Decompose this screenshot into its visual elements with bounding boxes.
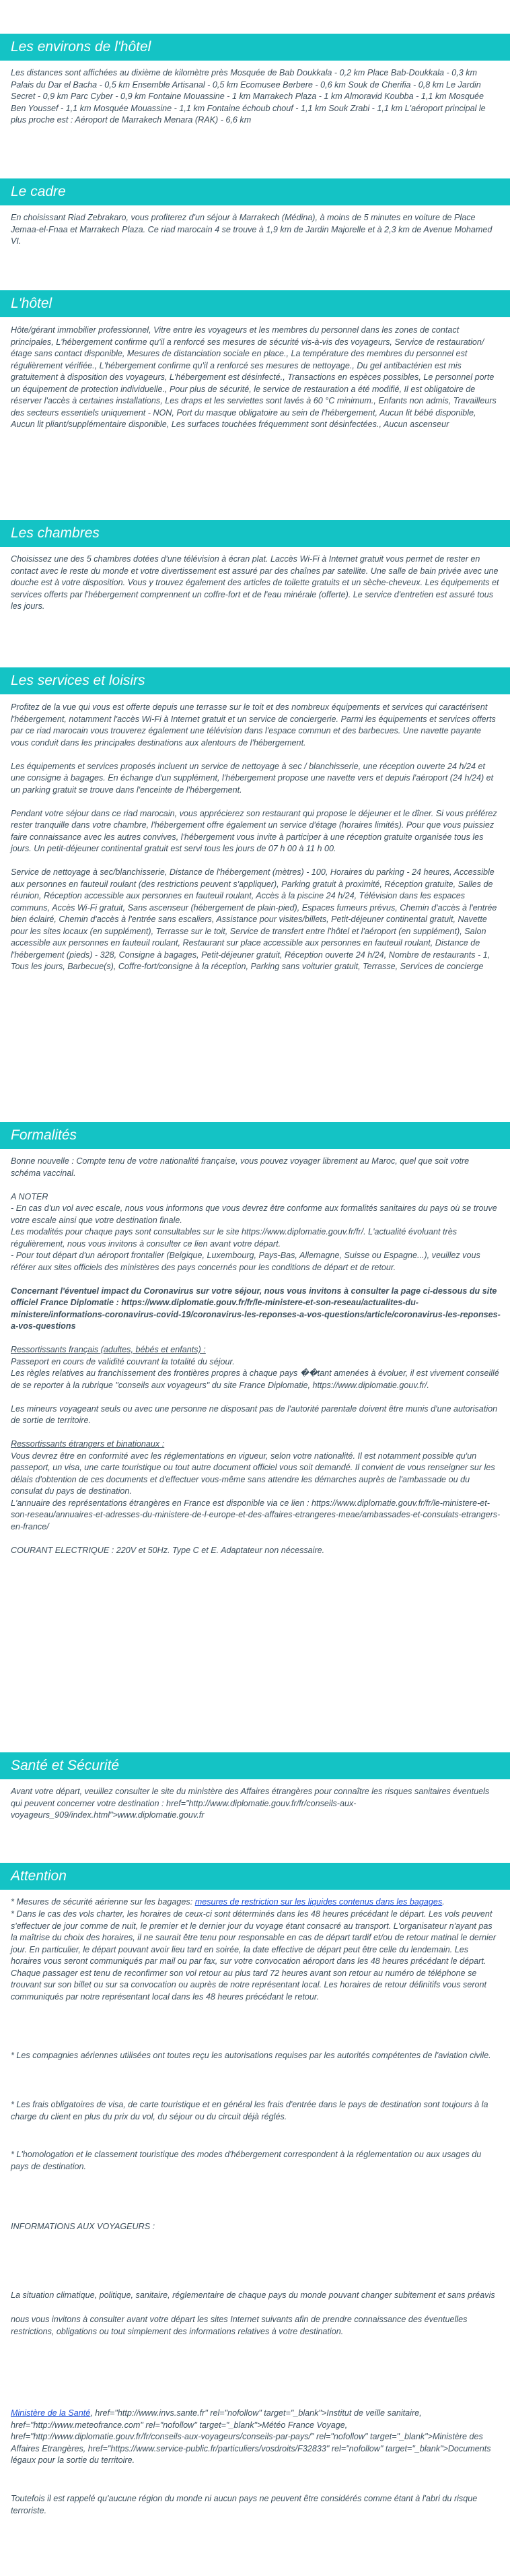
services-p1: Profitez de la vue qui vous est offerte depuis une terrasse sur le toit et des nombreux équipements et services qui caractérisent l'hébergement, notamment l'accès Wi-Fi à Internet gratuit et un service de conciergerie. Parmi les équipements et services offerts par ce riad marocain vous trouverez également une télévision dans l'espace commun et des barbecues. Une navette payante vous conduit dans les principales destinations aux alentours de l'hébergement. [11,702,496,748]
section-title-chambres: Les chambres [0,520,510,547]
formalites-etr2: L'annuaire des représentations étrangères en France est disponible via ce lien : https://www.diplomatie.gouv.fr/fr/le-ministere-et-son-reseau/annuaires-et-adresses-du-ministere-de-l-europe-et-des-affaires-etrangeres-meae/ambassades-et-consulats-etrangers-en-france/ [11,1498,501,1531]
formalites-minors: Les mineurs voyageant seuls ou avec une personne ne disposant pas de l'autorité parentale doivent être munis d'une autorisation de sortie de territoire. [11,1403,498,1425]
formalites-fr1: Passeport en cours de validité couvrant la totalité du séjour. [11,1356,235,1366]
cadre-text: En choisissant Riad Zebrakaro, vous profiterez d'un séjour à Marrakech (Médina), à moins de 5 minutes en voiture de Place Jemaa-el-Fnaa et Marrakech Plaza. Ce riad marocain 4 se trouve à 1,9 km de Jardin Majorelle et à 2,3 km de Avenue Mohamed VI. [11,213,493,246]
environs-block [11,67,501,127]
section-title-hotel: L'hôtel [0,290,510,317]
services-p4: Service de nettoyage à sec/blanchisserie, Distance de l'hébergement (mètres) - 100, Horaires du parking - 24 heures, Accessible aux personnes en fauteuil roulant (des restrictions peuvent s'appliquer), Parking gratuit à proximité, Réception gratuite, Salles de réunion, Réception accessible aux personnes en fauteuil roulant, Accès à la piscine 24 h/24, Télévision dans les espaces communs, Accès Wi-Fi gratuit, Sans ascenseur (hébergement de plain-pied), Espaces fumeurs prévus, Chemin d'accès à l'entrée bien éclairé, Chemin d'accès à l'entrée sans escaliers, Assistance pour visites/billets, Petit-déjeuner continental gratuit, Navette pour les sites locaux (en supplément), Terrasse sur le toit, Service de transfert entre l'hôtel et l'aéroport (en supplément), Salon accessible aux personnes en fauteuil roulant, Restaurant sur place accessible aux personnes en fauteuil roulant, Distance de l'hébergement (pieds) - 328, Consigne à bagages, Petit-déjeuner gratuit, Réception ouverte 24 h/24, Nombre de restaurants - 1, Tous les jours, Barbecue(s), Coffre-fort/consigne à la réception, Parking sans voiturier gratuit, Terrasse, Services de concierge [11,867,497,971]
attention-links-post: , href="http://www.invs.sante.fr" rel="nofollow" target="_blank">Institut de veille sanitaire, href="http://www.meteofrance.com" rel="nofollow" target="_blank">Météo France Voyage, href="http://www.diplomatie.gouv.fr/fr/conseils-aux-voyageurs/conseils-par-pays/" rel="nofollow" target="_blank">Ministère des Affaires Etrangères, href="https://www.service-public.fr/particuliers/vosdroits/F32833" rel="nofollow" target="_blank">Documents légaux pour la sortie du territoire. [11,2408,491,2465]
formalites-note2: Les modalités pour chaque pays sont consultables sur le site https://www.diplomatie.gouv.fr/fr/. L'actualité évoluant très régulièrement, nous vous invitons à consulter ce lien avant votre départ. [11,1227,457,1249]
attention-a3: * Les compagnies aériennes utilisées ont toutes reçu les autorisations requises par les autorités compétentes de l'aviation civile. [11,2051,491,2060]
hotel-block [11,325,501,431]
formalites-etr1: Vous devrez être en conformité avec les réglementations en vigueur, selon votre nationalité. Il est notamment possible qu'un passeport, un visa, une carte touristique ou tout autre document officiel vous soit demandé. Il convient de vous renseigner sur les délais d'obtention de ces documents et d'effectuer vous-même sans attendre les démarches auprès de l'ambassade ou du consulat du pays de destination. [11,1451,495,1496]
attention-a4: * Les frais obligatoires de visa, de carte touristique et en général les frais d'entrée dans le pays de destination sont toujours à la charge du client en plus du prix du vol, du séjour ou du circuit déjà réglés. [11,2100,488,2121]
attention-a5: * L'homologation et le classement touristique des modes d'hébergement correspondent à la réglementation ou aux usages du pays de destination. [11,2150,482,2171]
attention-links [11,2408,501,2467]
attention-a1 [11,1896,501,1909]
formalites-courant: COURANT ELECTRIQUE : 220V et 50Hz. Type C et E. Adaptateur non nécessaire. [11,1545,325,1555]
attention-final: Toutefois il est rappelé qu'aucune région du monde ni aucun pays ne peuvent être considérés comme étant à l'abri du risque terroriste. [11,2494,478,2515]
hotel-text: Hôte/gérant immobilier professionnel, Vitre entre les voyageurs et les membres du personnel dans les zones de contact principales, L'hébergement confirme qu'il a renforcé ses mesures de sécurité vis-à-vis des voyageurs, Service de restauration/étage sans contact disponible, Mesures de distanciation sociale en place., La température des membres du personnel est régulièrement vérifiée., L'hébergement confirme qu'il a renforcé ses mesures de nettoyage., Du gel antibactérien est mis gratuitement à disposition des voyageurs, L'hébergement est désinfecté., Transactions en espèces possibles, Le personnel porte un équipement de protection individuelle., Pour plus de sécurité, le service de restauration a été modifié, Il est obligatoire de réserver l'accès à certaines installations, Les draps et les serviettes sont lavés à 60 °C minimum., Enfants non admis, Travailleurs des secteurs essentiels uniquement - NON, Port du masque obligatoire au sein de l'hébergement, Aucun lit bébé disponible, Aucun lit pliant/supplémentaire disponible, Les surfaces touchées fréquemment sont désinfectées., Aucun ascenseur [11,325,497,429]
ministere-sante-link[interactable]: Ministère de la Santé [11,2408,91,2418]
attention-a1-pre: * Mesures de sécurité aérienne sur les bagages: [11,1897,195,1907]
formalites-note1: - En cas d'un vol avec escale, nous vous informons que vous devrez être conforme aux formalités sanitaires du pays où se trouve votre escale ainsi que votre destination finale. [11,1203,497,1225]
section-title-services: Les services et loisirs [0,667,510,694]
section-title-formalites: Formalités [0,1122,510,1149]
formalites-intro: Bonne nouvelle : Compte tenu de votre nationalité française, vous pouvez voyager librement au Maroc, quel que soit votre schéma vaccinal. [11,1156,470,1178]
formalites-fr-heading: Ressortissants français (adultes, bébés et enfants) : [11,1345,206,1354]
section-title-sante: Santé et Sécurité [0,1752,510,1779]
chambres-block [11,554,501,613]
formalites-covid: Concernant l'éventuel impact du Coronavirus sur votre séjour, nous vous invitons à consulter la page ci-dessous du site officiel France Diplomatie : https://www.diplomatie.gouv.fr/fr/le-ministere-et-son-reseau/actualites-du-ministere/informations-coronavirus-covid-19/coronavirus-les-reponses-a-vos-questions/article/coronavirus-les-reponses-a-vos-questions [11,1286,501,1331]
section-title-environs: Les environs de l'hôtel [0,34,510,61]
services-block [11,702,501,973]
formalites-fr2: Les règles relatives au franchissement des frontières propres à chaque pays ��tant amenées à évoluer, il est vivement conseillé de se reporter à la rubrique "conseils aux voyageurs" du site France Diplomatie, https://www.diplomatie.gouv.fr/. [11,1368,499,1390]
formalites-note3: - Pour tout départ d'un aéroport frontalier (Belgique, Luxembourg, Pays-Bas, Allemagne, Suisse ou Espagne...), veuillez vous référer aux sites officiels des ministères des pays concernés pour les conditions de départ et de retour. [11,1251,480,1272]
formalites-anoter: A NOTER [11,1191,48,1201]
chambres-text: Choisissez une des 5 chambres dotées d'une télévision à écran plat. Laccès Wi-Fi à Internet gratuit vous permet de rester en contact avec le reste du monde et votre divertissement est assuré par des chaînes par satellite. Une salle de bain privée avec une douche est à votre disposition. Vous y trouvez également des articles de toilette gratuits et un sèche-cheveux. Les équipements et services offerts par l'hébergement comprennent un coffre-fort et de l'eau minérale (offerte). Le service d'entretien est assuré tous les jours. [11,554,499,611]
section-title-attention: Attention [0,1863,510,1890]
cadre-block [11,212,501,248]
sante-block [11,1786,501,1822]
services-p2: Les équipements et services proposés incluent un service de nettoyage à sec / blanchisserie, une réception ouverte 24 h/24 et une consigne à bagages. En échange d'un supplément, l'hébergement propose une navette vers et depuis l'aéroport (24 h/24) et un parking gratuit se trouve dans l'enceinte de l'hébergement. [11,761,494,795]
attention-a1-post: . [442,1897,445,1907]
sante-text: Avant votre départ, veuillez consulter le site du ministère des Affaires étrangères pour connaître les risques sanitaires éventuels qui peuvent concerner votre destination : href="http://www.diplomatie.gouv.fr/fr/conseils-aux-voyageurs_909/index.html">www.diplomatie.gouv.fr [11,1787,490,1820]
attention-info2: nous vous invitons à consulter avant votre départ les sites Internet suivants afin de prendre connaissance des éventuelles restrictions, obligations ou tout simplement des informations relatives à votre destination. [11,2315,468,2336]
liquids-restriction-link[interactable]: mesures de restriction sur les liquides contenus dans les bagages [194,1897,443,1907]
section-title-cadre: Le cadre [0,178,510,205]
environs-text: Les distances sont affichées au dixième de kilomètre près Mosquée de Bab Doukkala - 0,2 km Place Bab-Doukkala - 0,3 km Palais du Dar el Bacha - 0,5 km Ensemble Artisanal - 0,5 km Ecomusee Berbere - 0,6 km Souk de Cherifia - 0,8 km Le Jardin Secret - 0,9 km Parc Cyber - 0,9 km Fontaine Mouassine - 1 km Marrakech Plaza - 1 km Almoravid Koubba - 1,1 km Mosquée Ben Youssef - 1,1 km Mosquée Mouassine - 1,1 km Fontaine échoub chouf - 1,1 km Souk Zrabi - 1,1 km L'aéroport principal le plus proche est : Aéroport de Marrakech Menara (RAK) - 6,6 km [11,68,486,125]
formalites-block [11,1156,501,1556]
attention-info1: La situation climatique, politique, sanitaire, réglementaire de chaque pays du monde pouvant changer subitement et sans préavis [11,2290,495,2300]
formalites-etr-heading: Ressortissants étrangers et binationaux : [11,1439,165,1449]
attention-a2: * Dans le cas des vols charter, les horaires de ceux-ci sont déterminés dans les 48 heures précédant le départ. Les vols peuvent s'effectuer de jour comme de nuit, le premier et le dernier jour du voyage étant consacré au transport. L'organisateur n'ayant pas la maîtrise du choix des horaires, il ne saurait être tenu pour responsable en cas de départ tardif et/ou de retour matinal le dernier jour. En particulier, le départ pouvant avoir lieu tard en soirée, la date effective de départ peut être celle du lendemain. Les horaires vous seront communiqués par mail ou par fax, sur votre convocation aéroport dans les 48 heures précédant le départ. Chaque passager est tenu de reconfirmer son vol retour au plus tard 72 heures avant son retour au numéro de téléphone se trouvant sur son billet ou sur sa convocation ou auprès de notre représentant local. Les horaires de retour définitifs vous seront communiqués par notre représentant local dans les 48 heures précédant le retour. [11,1909,497,2002]
attention-info-heading: INFORMATIONS AUX VOYAGEURS : [11,2222,155,2231]
services-p3: Pendant votre séjour dans ce riad marocain, vous apprécierez son restaurant qui propose le déjeuner et le dîner. Si vous préférez rester tranquille dans votre chambre, l'hébergement offre également un service d'étage (horaires limités). Pour que vous puissiez faire connaissance avec les autres convives, l'hébergement vous invite à participer à une réception gratuite organisée tous les jours. Un petit-déjeuner continental gratuit est servi tous les jours de 07 h 00 à 11 h 00. [11,808,497,853]
